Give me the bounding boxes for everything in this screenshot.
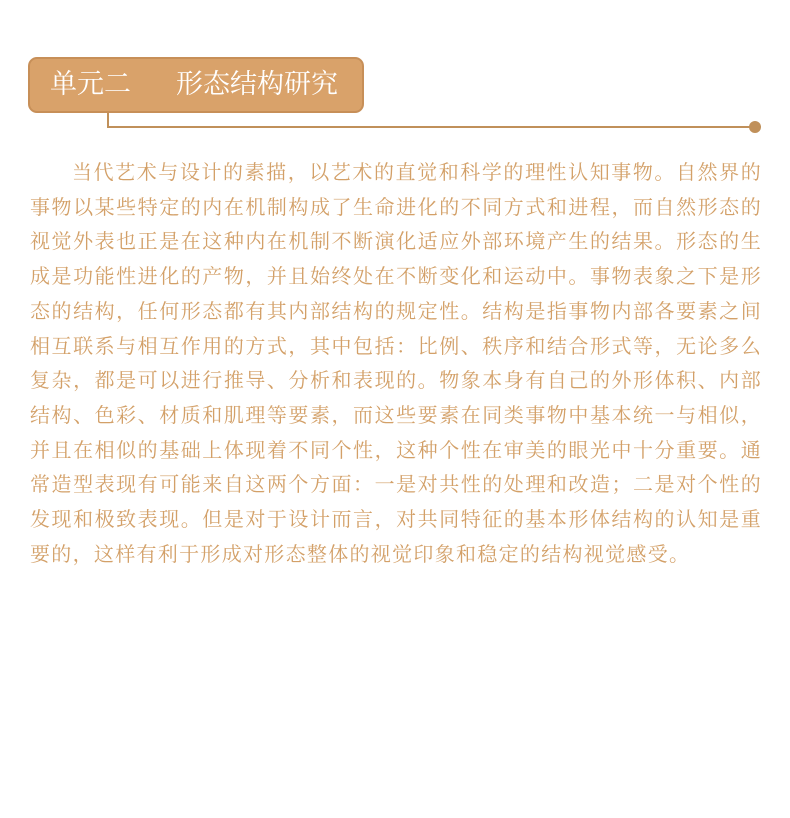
section-header <box>28 57 364 113</box>
header-underline <box>107 126 753 128</box>
underline-end-dot <box>749 121 761 133</box>
body-paragraph: 当代艺术与设计的素描，以艺术的直觉和科学的理性认知事物。自然界的事物以某些特定的内在机制构成了生命进化的不同方式和进程，而自然形态的视觉外表也正是在这种内在机制不断演化适应外部环境产生的结果。形态的生成是功能性进化的产物，并且始终处在不断变化和运动中。事物表象之下是形态的结构，任何形态都有其内部结构的规定性。结构是指事物内部各要素之间相互联系与相互作用的方式，其中包括：比例、秩序和结合形式等，无论多么复杂，都是可以进行推导、分析和表现的。物象本身有自己的外形体积、内部结构、色彩、材质和肌理等要素，而这些要素在同类事物中基本统一与相似，并且在相似的基础上体现着不同个性，这种个性在审美的眼光中十分重要。通常造型表现有可能来自这两个方面：一是对共性的处理和改造；二是对个性的发现和极致表现。但是对于设计而言，对共同特征的基本形体结构的认知是重要的，这样有利于形成对形态整体的视觉印象和稳定的结构视觉感受。 <box>30 160 762 566</box>
section-title: 形态结构研究 <box>176 69 338 100</box>
unit-label: 单元二 <box>50 69 131 100</box>
